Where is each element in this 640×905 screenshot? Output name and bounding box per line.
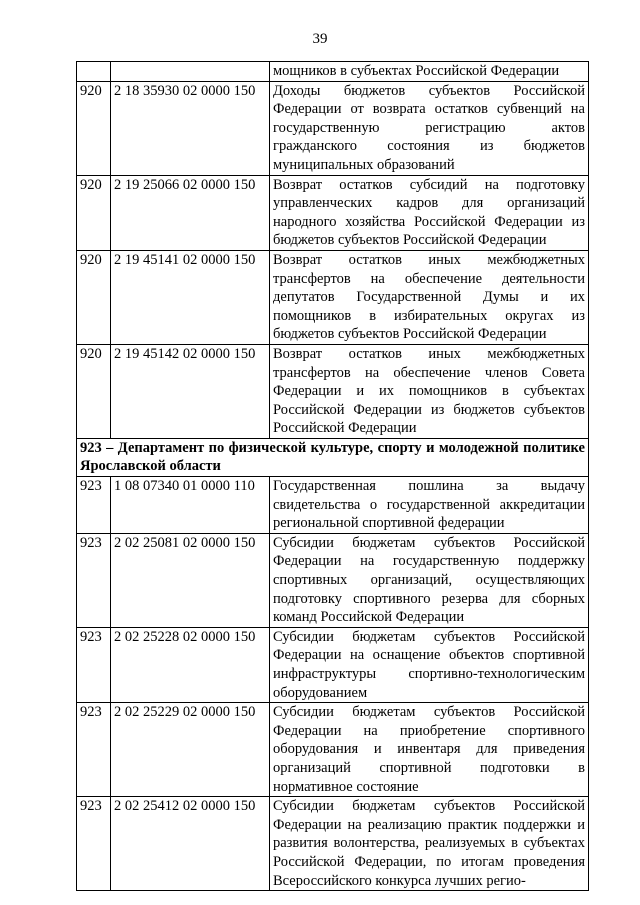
code-cell-empty: [77, 62, 111, 82]
table-row: [77, 477, 589, 534]
budget-codes-table: [76, 61, 589, 891]
kbk-cell-empty: [111, 62, 270, 82]
admin-code-cell: 920: [77, 250, 111, 344]
table-row: [77, 703, 589, 797]
admin-code-cell: 923: [77, 533, 111, 627]
section-heading-row: [77, 438, 589, 476]
description-cell: мощников в субъектах Российской Федерации: [270, 62, 589, 82]
budget-classification-code-cell: 2 19 45141 02 0000 150: [111, 250, 270, 344]
description-cell: Возврат остатков иных межбюджетных трансфертов на обеспечение деятельности депутатов Государственной Думы и их помощников в избирательных округах из бюджетов субъектов Российской Федерации: [270, 250, 589, 344]
table-row: [77, 533, 589, 627]
budget-classification-code-cell: 2 02 25229 02 0000 150: [111, 703, 270, 797]
budget-classification-code-cell: 2 19 45142 02 0000 150: [111, 344, 270, 438]
admin-code-cell: 920: [77, 175, 111, 250]
description-cell: Возврат остатков иных межбюджетных трансфертов на обеспечение членов Совета Федерации и их помощников в субъектах Российской Федерации из бюджетов субъектов Российской Федерации: [270, 344, 589, 438]
description-cell: Субсидии бюджетам субъектов Российской Федерации на оснащение объектов спортивной инфраструктуры спортивно-технологическим оборудованием: [270, 627, 589, 702]
description-cell: Возврат остатков субсидий на подготовку управленческих кадров для организаций народного хозяйства Российской Федерации из бюджетов субъектов Российской Федерации: [270, 175, 589, 250]
section-heading: 923 – Департамент по физической культуре, спорту и молодежной политике Ярославской области: [77, 438, 589, 476]
admin-code-cell: 923: [77, 703, 111, 797]
budget-classification-code-cell: 2 02 25081 02 0000 150: [111, 533, 270, 627]
admin-code-cell: 923: [77, 627, 111, 702]
budget-classification-code-cell: 2 02 25412 02 0000 150: [111, 797, 270, 891]
page-number: 39: [312, 31, 328, 47]
table-row: [77, 797, 589, 891]
table-row: [77, 81, 589, 175]
description-cell: Субсидии бюджетам субъектов Российской Федерации на приобретение спортивного оборудования и инвентаря для приведения организаций спортивной подготовки в нормативное состояние: [270, 703, 589, 797]
admin-code-cell: 920: [77, 81, 111, 175]
description-cell: Доходы бюджетов субъектов Российской Федерации от возврата остатков субвенций на государственную регистрацию актов гражданского состояния из бюджетов муниципальных образований: [270, 81, 589, 175]
table-row: [77, 175, 589, 250]
description-cell: Государственная пошлина за выдачу свидетельства о государственной аккредитации региональной спортивной федерации: [270, 477, 589, 534]
table-row-continuation: [77, 62, 589, 82]
admin-code-cell: 923: [77, 797, 111, 891]
admin-code-cell: 923: [77, 477, 111, 534]
table-row: [77, 627, 589, 702]
table-row: [77, 344, 589, 438]
description-cell: Субсидии бюджетам субъектов Российской Федерации на реализацию практик поддержки и развития волонтерства, реализуемых в субъектах Российской Федерации, по итогам проведения Всероссийского конкурса лучших регио-: [270, 797, 589, 891]
budget-classification-code-cell: 2 18 35930 02 0000 150: [111, 81, 270, 175]
budget-classification-code-cell: 2 02 25228 02 0000 150: [111, 627, 270, 702]
admin-code-cell: 920: [77, 344, 111, 438]
budget-classification-code-cell: 2 19 25066 02 0000 150: [111, 175, 270, 250]
table-row: [77, 250, 589, 344]
description-cell: Субсидии бюджетам субъектов Российской Федерации на государственную поддержку спортивных организаций, осуществляющих подготовку спортивного резерва для сборных команд Российской Федерации: [270, 533, 589, 627]
budget-classification-code-cell: 1 08 07340 01 0000 110: [111, 477, 270, 534]
